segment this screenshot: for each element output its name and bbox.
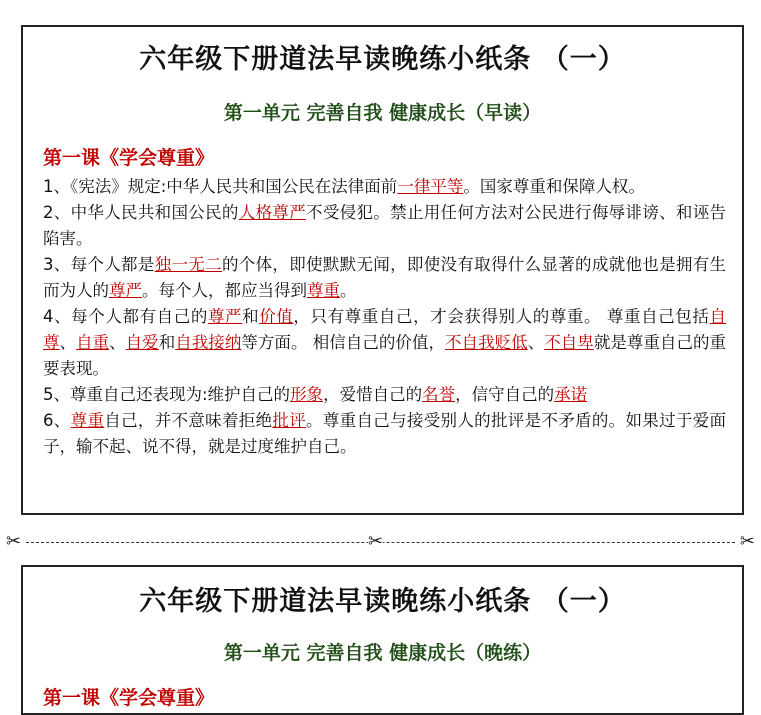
- scissors-icon: ✂: [368, 531, 384, 552]
- key-term: 一律平等: [397, 177, 464, 196]
- point-text: 和: [242, 307, 260, 326]
- point-text: 自己，并不意味着拒绝: [104, 411, 273, 430]
- point-text: 和: [158, 333, 176, 352]
- point-text: 。国家尊重和保障人权。: [463, 177, 645, 196]
- lesson-heading: 第一课《学会尊重》: [43, 687, 215, 709]
- key-term: 尊重: [70, 411, 105, 430]
- point-text: 2、中华人民共和国公民的: [43, 203, 239, 222]
- key-term: 尊严: [109, 281, 142, 300]
- point-text: 6、: [43, 411, 71, 430]
- point-text: 3、每个人都是: [43, 255, 155, 274]
- key-term: 独一无二: [154, 255, 222, 274]
- key-term: 名誉: [422, 385, 456, 404]
- morning-reading-slip: [21, 25, 744, 515]
- knowledge-point: [43, 382, 726, 408]
- slip-title: 六年级下册道法早读晚练小纸条 （一）: [139, 44, 626, 75]
- point-text: 、: [109, 333, 126, 352]
- point-text: 就是尊重自己的重要表现。: [43, 333, 727, 378]
- key-term: 不自卑: [544, 333, 594, 352]
- key-term: 尊严: [207, 307, 243, 326]
- point-text: 等方面。 相信自己的价值，: [241, 333, 446, 352]
- key-term: 自我接纳: [175, 333, 242, 352]
- point-text: 。每个人，都应当得到: [142, 281, 307, 300]
- key-term: 承诺: [554, 385, 588, 404]
- point-text: 1、《宪法》规定:中华人民共和国公民在法律面前: [43, 177, 398, 196]
- scissors-icon: ✂: [6, 531, 22, 552]
- knowledge-point: [43, 174, 726, 200]
- key-term: 尊重: [307, 281, 340, 300]
- point-text: 。尊重自己与接受别人的批评是不矛盾的。如果过于爱面子，输不起、说不得，就是过度维护自己。: [43, 411, 726, 456]
- scissors-icon: ✂: [739, 531, 755, 552]
- knowledge-points: [23, 174, 742, 460]
- slip-title: 六年级下册道法早读晚练小纸条 （一）: [139, 586, 626, 617]
- point-text: ，只有尊重自己，才会获得别人的尊重。 尊重自己包括: [293, 307, 710, 326]
- point-text: 不受侵犯。禁止用任何方法对公民进行侮辱诽谤、和诬告陷害。: [43, 203, 726, 248]
- key-term: 自尊: [43, 307, 726, 352]
- evening-practice-slip: [21, 565, 744, 715]
- knowledge-point: [43, 252, 726, 304]
- key-term: 批评: [272, 411, 306, 430]
- point-text: 5、尊重自己还表现为:维护自己的: [43, 385, 291, 404]
- key-term: 形象: [290, 385, 324, 404]
- lesson-heading: 第一课《学会尊重》: [43, 147, 215, 169]
- point-text: 、: [59, 333, 77, 352]
- point-text: 的个体，即使默默无闻，即使没有取得什么显著的成就他也是拥有生而为人的: [43, 255, 726, 300]
- key-term: 人格尊严: [238, 203, 306, 222]
- unit-subtitle: 第一单元 完善自我 健康成长（早读）: [223, 102, 542, 124]
- unit-subtitle: 第一单元 完善自我 健康成长（晚练）: [223, 642, 542, 664]
- point-text: 、: [527, 333, 545, 352]
- point-text: ，信守自己的: [455, 385, 555, 404]
- point-text: 4、每个人都有自己的: [43, 307, 208, 326]
- key-term: 价值: [259, 307, 294, 326]
- key-term: 不自我贬低: [445, 333, 528, 352]
- key-term: 自爱: [125, 333, 159, 352]
- knowledge-point: [43, 408, 726, 460]
- point-text: 。: [340, 281, 357, 300]
- knowledge-point: [43, 200, 726, 252]
- point-text: ，爱惜自己的: [323, 385, 423, 404]
- cut-line: [6, 533, 755, 553]
- key-term: 自重: [76, 333, 110, 352]
- knowledge-point: [43, 304, 726, 382]
